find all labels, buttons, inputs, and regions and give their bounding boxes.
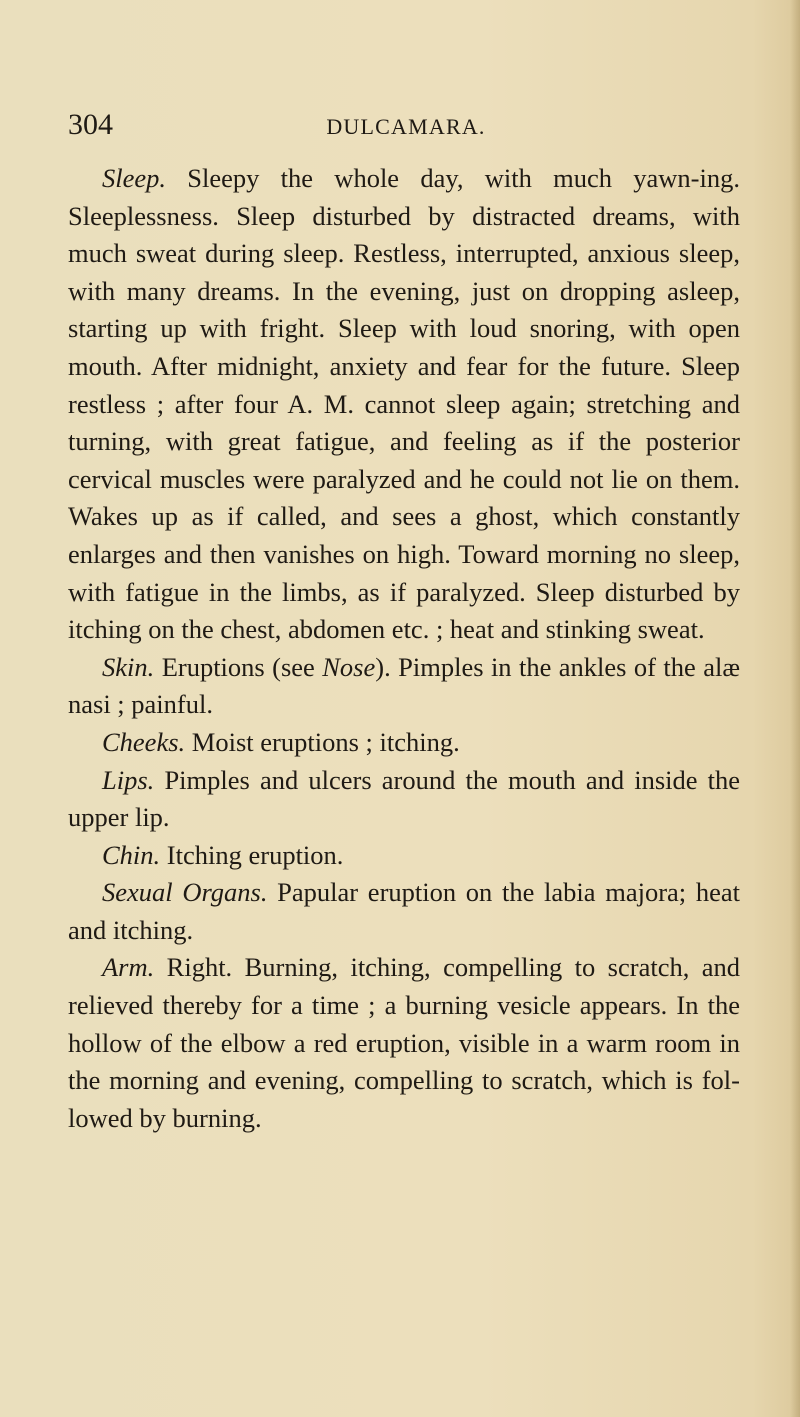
paragraph-cheeks — [68, 724, 740, 762]
page-edge-shadow — [790, 0, 800, 1417]
rubric-chin: Chin. — [102, 839, 161, 870]
rubric-sexual-organs: Sexual Organs. — [102, 877, 268, 908]
text-skin-before: Eruptions (see — [161, 651, 323, 682]
text-skin-after: ). Pimples in the ankles of the alæ nasi ; painful. — [68, 651, 740, 720]
text-cheeks: Moist eruptions ; itching. — [191, 726, 460, 757]
text-sleep: Sleepy the whole day, with much yawn-ing. Sleeplessness. Sleep disturbed by distracted dreams, with much sweat during sleep. Restless, interrupted, anxious sleep, with many dreams. In the evening, just on dropping asleep, starting up with fright. Sleep with loud snoring, with open mouth. After midnight, anxiety and fear for the future. Sleep restless ; after four A. M. cannot sleep again; stretching and turning, with great fatigue, and feeling as if the posterior cervical muscles were paralyzed and he could not lie on them. Wakes up as if called, and sees a ghost, which constantly enlarges and then vanishes on high. Toward morning no sleep, with fatigue in the limbs, as if paralyzed. Sleep disturbed by itching on the chest, abdomen etc. ; heat and stinking sweat. — [68, 163, 740, 645]
rubric-sleep: Sleep. — [102, 163, 167, 193]
text-chin: Itching eruption. — [166, 839, 344, 870]
running-head: DULCAMARA. — [326, 114, 486, 139]
paragraph-chin — [68, 837, 740, 875]
paragraph-sexual-organs — [68, 874, 740, 949]
rubric-arm: Arm. — [102, 952, 155, 983]
paragraph-arm — [68, 949, 740, 1137]
text-sexual-organs: Papular eruption on the labia majora; heat and itching. — [68, 877, 740, 945]
page-header — [68, 108, 728, 148]
paragraph-sleep — [68, 160, 740, 649]
page-number: 304 — [68, 108, 113, 141]
text-arm: Right. Burning, itching, compelling to scratch, and relieved thereby for a time ; a burning vesicle appears. In the hollow of the elbow a red eruption, visible in a warm room in the morning and evening, compelling to scratch, which is fol-lowed by burning. — [68, 952, 740, 1133]
rubric-lips: Lips. — [102, 764, 155, 795]
rubric-cheeks: Cheeks. — [102, 726, 186, 757]
paragraph-skin — [68, 649, 740, 724]
cross-reference-nose: Nose — [322, 651, 376, 682]
text-lips: Pimples and ulcers around the mouth and inside the upper lip. — [68, 764, 741, 833]
rubric-skin: Skin. — [102, 651, 155, 682]
body-text — [68, 160, 740, 1137]
paragraph-lips — [68, 762, 740, 837]
